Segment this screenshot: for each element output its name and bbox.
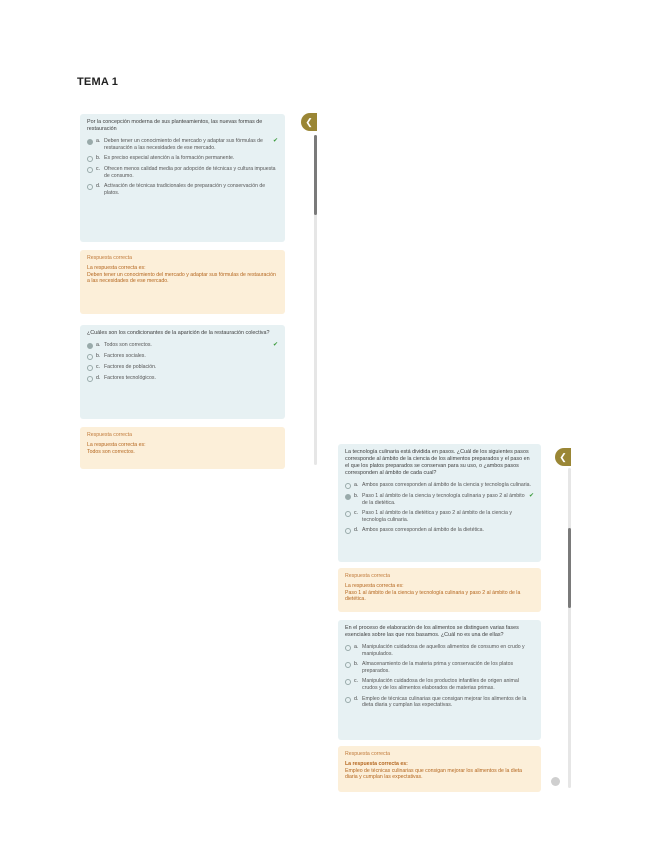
question-card-3 <box>338 444 541 562</box>
answer-option-b[interactable]: b. Es preciso especial atención a la formación permanente. <box>87 155 278 162</box>
radio[interactable] <box>87 365 93 371</box>
feedback-title: Respuesta correcta <box>345 573 390 579</box>
feedback-card-1 <box>80 250 285 314</box>
check-icon: ✔ <box>528 493 534 499</box>
answer-option-a[interactable]: a. Manipulación cuidadosa de aquellos alimentos de consumo en crudo y manipulados. <box>345 644 534 657</box>
question-card-1 <box>80 114 285 242</box>
answer-option-b[interactable]: b. Factores sociales. <box>87 353 278 360</box>
radio[interactable] <box>345 528 351 534</box>
quiz-screenshot-1 <box>77 111 317 473</box>
feedback-label: La respuesta correcta es: <box>345 761 408 767</box>
question-card-4 <box>338 620 541 740</box>
feedback-answer: Todos son correctos. <box>87 448 135 455</box>
radio[interactable] <box>87 376 93 382</box>
answer-option-a[interactable]: a. Todos son correctos. ✔ <box>87 342 278 349</box>
feedback-answer: Paso 1 al ámbito de la ciencia y tecnología culinaria y paso 2 al ámbito de la dietética. <box>345 589 521 603</box>
radio-selected[interactable] <box>345 494 351 500</box>
answer-option-a[interactable]: a. Ambos pasos corresponden al ámbito de la ciencia y tecnología culinaria. <box>345 482 534 489</box>
answer-option-c[interactable]: c. Ofrecen menos calidad media por adopción de técnicas y cultura impuesta de consumo. <box>87 166 278 179</box>
answer-option-b[interactable]: b. Almacenamiento de la materia prima y conservación de los platos preparados. <box>345 661 534 674</box>
feedback-title: Respuesta correcta <box>87 432 132 438</box>
radio[interactable] <box>345 483 351 489</box>
radio[interactable] <box>87 156 93 162</box>
question-text: La tecnología culinaria está dividida en pasos. ¿Cuál de los siguientes pasos corresponde al ámbito de la ciencia de los alimentos preparados y el paso en el que los platos preparados se conservan para su uso, o ¿ambos pasos corresponden al ámbito de cada cual? <box>345 449 530 476</box>
feedback-card-3 <box>338 568 541 612</box>
feedback-answer: Deben tener un conocimiento del mercado y adaptar sus fórmulas de restauración a las necesidades de ese mercado. <box>87 271 276 285</box>
page-title: TEMA 1 <box>77 76 119 88</box>
quiz-screenshot-2 <box>336 444 572 792</box>
answer-option-d[interactable]: d. Factores tecnológicos. <box>87 375 278 382</box>
scroll-thumb[interactable] <box>568 528 571 608</box>
feedback-title: Respuesta correcta <box>345 751 390 757</box>
question-text: En el proceso de elaboración de los alimentos se distinguen varias fases esenciales sobre las que nos basamos. ¿Cuál no es una de ellas? <box>345 625 519 638</box>
radio[interactable] <box>87 184 93 190</box>
feedback-title: Respuesta correcta <box>87 255 132 261</box>
feedback-answer: Empleo de técnicas culinarias que consigan mejorar los alimentos de la dieta diaria y cumplan las expectativas. <box>345 767 523 781</box>
answer-option-d[interactable]: d. Activación de técnicas tradicionales de preparación y conservación de platos. <box>87 183 278 196</box>
question-text: Por la concepción moderna de sus planteamientos, las nuevas formas de restauración <box>87 119 263 132</box>
radio[interactable] <box>345 662 351 668</box>
check-icon: ✔ <box>272 138 278 144</box>
answer-option-a[interactable]: a. Deben tener un conocimiento del mercado y adaptar sus fórmulas de restauración a las necesidades de ese mercado. ✔ <box>87 138 278 151</box>
radio[interactable] <box>87 167 93 173</box>
feedback-card-4 <box>338 746 541 792</box>
feedback-card-2 <box>80 427 285 469</box>
answer-option-d[interactable]: d. Empleo de técnicas culinarias que consigan mejorar los alimentos de la dieta diaria y cumplan las expectativas. <box>345 696 534 709</box>
answer-option-c[interactable]: c. Factores de población. <box>87 364 278 371</box>
radio[interactable] <box>345 511 351 517</box>
chevron-left-icon[interactable]: ❮ <box>555 448 571 466</box>
answer-option-c[interactable]: c. Manipulación cuidadosa de los productos infantiles de origen animal crudos y de los alimentos elaborados de materias primas. <box>345 678 534 691</box>
radio-selected[interactable] <box>87 139 93 145</box>
chevron-left-icon[interactable]: ❮ <box>301 113 317 131</box>
check-icon: ✔ <box>272 342 278 348</box>
answer-option-c[interactable]: c. Paso 1 al ámbito de la dietética y paso 2 al ámbito de la ciencia y tecnología culinaria. <box>345 510 534 523</box>
feedback-label: La respuesta correcta es: <box>87 442 146 448</box>
radio[interactable] <box>345 697 351 703</box>
scrollbar[interactable] <box>314 135 317 465</box>
radio[interactable] <box>345 679 351 685</box>
radio-selected[interactable] <box>87 343 93 349</box>
scrollbar[interactable] <box>568 468 571 788</box>
question-card-2 <box>80 325 285 419</box>
scroll-thumb[interactable] <box>314 135 317 215</box>
feedback-label: La respuesta correcta es: <box>345 583 404 589</box>
radio[interactable] <box>345 645 351 651</box>
answer-option-b[interactable]: b. Paso 1 al ámbito de la ciencia y tecnología culinaria y paso 2 al ámbito de la dietética. ✔ <box>345 493 534 506</box>
answer-option-d[interactable]: d. Ambos pasos corresponden al ámbito de la dietética. <box>345 527 534 534</box>
feedback-label: La respuesta correcta es: <box>87 265 146 271</box>
question-text: ¿Cuáles son los condicionantes de la aparición de la restauración colectiva? <box>87 330 270 336</box>
radio[interactable] <box>87 354 93 360</box>
scroll-to-top-icon[interactable] <box>551 777 560 786</box>
